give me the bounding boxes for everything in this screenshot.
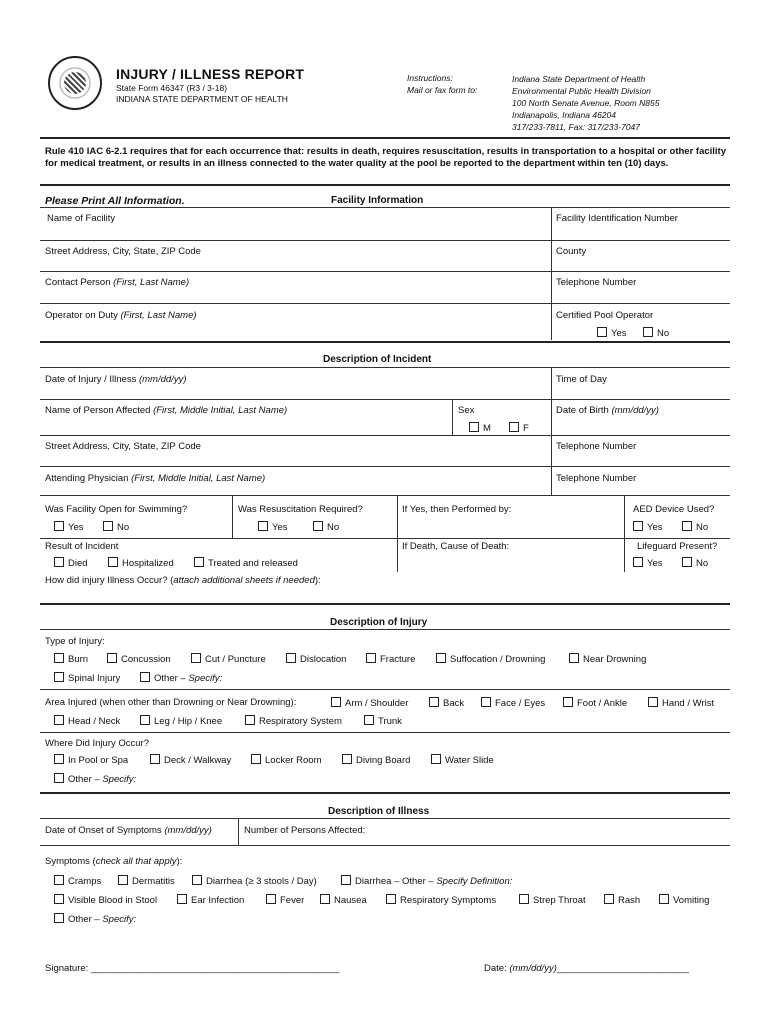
option-label: Arm / Shoulder [345,698,409,709]
option-label: Trunk [378,716,402,727]
injury-heading: Description of Injury [330,617,428,628]
checkbox-icon [191,653,201,663]
checkbox-icon [286,653,296,663]
checkbox-icon [54,521,64,531]
option-label: Treated and released [208,558,298,569]
illness-heading: Description of Illness [328,806,430,817]
address-line: 317/233-7811, Fax: 317/233-7047 [512,122,640,132]
onset-date-field[interactable] [45,825,212,836]
checkbox-icon [54,913,64,923]
injury-type-label: Type of Injury: [45,636,105,647]
aed-label: AED Device Used? [633,504,715,515]
option-label: Burn [68,654,89,665]
cpo-no-checkbox[interactable] [643,327,669,339]
option-label: Nausea [334,895,367,906]
ear-infection-checkbox[interactable] [177,894,244,906]
divider [40,845,730,846]
label-hint: (mm/dd/yy) [138,374,187,385]
option-label: Back [443,698,465,709]
checkbox-icon [633,521,643,531]
divider [40,271,730,272]
column-divider [238,818,239,845]
lifeguard-yes-checkbox[interactable] [633,557,663,569]
divider [40,732,730,733]
option-label: Locker Room [265,755,322,766]
cause-of-death-field[interactable]: If Death, Cause of Death: [402,541,510,552]
option-label: Head / Neck [68,716,121,727]
option-label: Near Drowning [583,654,647,665]
divider [40,207,730,208]
checkbox-icon [108,557,118,567]
address-line: Environmental Public Health Division [512,86,651,96]
checkbox-icon [431,754,441,764]
treated-checkbox[interactable] [194,557,298,569]
checkbox-icon [54,894,64,904]
checkbox-icon [54,875,64,885]
checkbox-icon [177,894,187,904]
option-label: Water Slide [445,755,494,766]
fracture-checkbox[interactable] [366,653,415,665]
checkbox-icon [54,653,64,663]
label-text: ): [176,856,183,867]
option-label: Suffocation / Drowning [450,654,546,665]
label-hint: (First, Middle Initial, Last Name) [153,405,288,416]
option-label: Strep Throat [533,895,586,906]
back-checkbox[interactable] [429,697,464,709]
option-label: Dislocation [300,654,347,665]
option-label: Rash [618,895,641,906]
sex-label: Sex [458,405,475,416]
checkbox-icon [429,697,439,707]
fever-checkbox[interactable] [266,894,304,906]
divider [40,240,730,241]
option-label: Respiratory System [259,716,342,727]
lifeguard-label: Lifeguard Present? [637,541,718,552]
option-label: Dermatitis [132,876,175,887]
facility-heading: Facility Information [331,195,424,206]
option-label: Died [68,558,88,569]
checkbox-icon [481,697,491,707]
option-label: Cramps [68,876,102,887]
option-label: Spinal Injury [68,673,121,684]
option-label: Other – [154,673,189,684]
aed-no-checkbox[interactable] [682,521,708,533]
checkbox-icon [313,521,323,531]
label-text: Contact Person [45,277,114,288]
foot-ankle-checkbox[interactable] [563,697,627,709]
blood-in-stool-checkbox[interactable] [54,894,157,906]
checkbox-icon [251,754,261,764]
checkbox-icon [469,422,479,432]
label-hint: (mm/dd/yy) [509,963,557,974]
option-label: Hospitalized [122,558,174,569]
label-text: Date of Injury / Illness [45,374,139,385]
mail-label: Mail or fax form to: [407,85,478,95]
facility-id-field[interactable]: Facility Identification Number [556,213,678,224]
area-injured-label: Area Injured (when other than Drowning or Near Drowning): [45,697,297,708]
cut-puncture-checkbox[interactable] [191,653,266,665]
incident-date-field[interactable] [45,374,186,385]
respiratory-system-checkbox[interactable] [245,715,342,727]
sex-f-checkbox[interactable] [509,422,529,434]
option-label: Yes [647,522,663,533]
hospitalized-checkbox[interactable] [108,557,174,569]
burn-checkbox[interactable] [54,653,88,665]
option-hint: Specify: [188,673,223,684]
rule-text: Rule 410 IAC 6-2.1 requires that for each occurrence that: results in death, requires resuscitation, results in transportation to a hospital or other facility for medical treatment, or results in an illness connected to the water quality at the pool be reported to the department within ten (10) days. [45,146,727,169]
aed-yes-checkbox[interactable] [633,521,663,533]
checkbox-icon [364,715,374,725]
option-label: Cut / Puncture [205,654,266,665]
option-label: Fever [280,895,305,906]
divider [40,435,730,436]
arm-shoulder-checkbox[interactable] [331,697,408,709]
option-label: Yes [68,522,84,533]
address-line: Indianapolis, Indiana 46204 [512,110,616,120]
symptoms-label [45,856,182,867]
symptom-other-checkbox[interactable] [54,913,136,925]
nausea-checkbox[interactable] [320,894,367,906]
open-yes-checkbox[interactable] [54,521,84,533]
option-label: Deck / Walkway [164,755,232,766]
label-hint: (mm/dd/yy) [611,405,659,416]
signature-date-field[interactable] [484,963,689,974]
dislocation-checkbox[interactable] [286,653,346,665]
column-divider [397,495,398,572]
divider [40,399,730,400]
resus-no-checkbox[interactable] [313,521,339,533]
underline: _________________________ [556,963,689,974]
divider [40,466,730,467]
option-label: F [523,423,529,434]
face-eyes-checkbox[interactable] [481,697,545,709]
result-label: Result of Incident [45,541,119,552]
divider [40,792,730,794]
checkbox-icon [54,773,64,783]
checkbox-icon [436,653,446,663]
column-divider [452,399,453,435]
checkbox-icon [266,894,276,904]
incident-heading: Description of Incident [323,354,432,365]
divider [40,137,730,139]
label-hint: check all that apply [95,856,177,867]
checkbox-icon [258,521,268,531]
locker-room-checkbox[interactable] [251,754,322,766]
option-label: Yes [272,522,288,533]
label-text: Symptoms ( [45,856,96,867]
option-hint: Specify Definition: [436,876,513,887]
column-divider [624,495,625,572]
how-occurred-field[interactable] [45,575,321,586]
suffocation-checkbox[interactable] [436,653,545,665]
facility-open-label: Was Facility Open for Swimming? [45,504,188,515]
department-name: INDIANA STATE DEPARTMENT OF HEALTH [116,94,288,104]
checkbox-icon [386,894,396,904]
label-text: Name of Person Affected [45,405,154,416]
cpo-yes-checkbox[interactable] [597,327,627,339]
facility-name-field[interactable]: Name of Facility [47,213,116,224]
checkbox-icon [331,697,341,707]
option-label: Face / Eyes [495,698,546,709]
option-label: No [117,522,130,533]
option-label: Foot / Ankle [577,698,628,709]
label-hint: (First, Last Name) [113,277,190,288]
option-label: Ear Infection [191,895,245,906]
checkbox-icon [320,894,330,904]
option-label: Fracture [380,654,416,665]
checkbox-icon [509,422,519,432]
column-divider [551,207,552,340]
cramps-checkbox[interactable] [54,875,101,887]
checkbox-icon [107,653,117,663]
checkbox-icon [366,653,376,663]
state-seal-icon [48,56,102,110]
head-neck-checkbox[interactable] [54,715,120,727]
label-text: How did injury Illness Occur? ( [45,575,174,586]
hand-wrist-checkbox[interactable] [648,697,714,709]
checkbox-icon [341,875,351,885]
checkbox-icon [192,875,202,885]
checkbox-icon [563,697,573,707]
option-label: Leg / Hip / Knee [154,716,223,727]
operator-field[interactable] [45,310,197,321]
option-label: Respiratory Symptoms [400,895,497,906]
option-label: Hand / Wrist [662,698,715,709]
injury-other-checkbox[interactable] [140,672,222,684]
checkbox-icon [648,697,658,707]
signature-field[interactable]: Signature: _______________________________________________ [45,963,340,974]
column-divider [232,495,233,539]
checkbox-icon [118,875,128,885]
checkbox-icon [245,715,255,725]
option-label: Other – [68,914,103,925]
persons-affected-field[interactable]: Number of Persons Affected: [244,825,366,836]
place-other-checkbox[interactable] [54,773,136,785]
physician-phone-field[interactable]: Telephone Number [556,473,637,484]
label-text: Date: [484,963,510,974]
trunk-checkbox[interactable] [364,715,402,727]
form-title: INJURY / ILLNESS REPORT [116,66,305,82]
where-occurred-label: Where Did Injury Occur? [45,738,150,749]
died-checkbox[interactable] [54,557,88,569]
physician-field[interactable] [45,473,265,484]
option-label: Diving Board [356,755,411,766]
checkbox-icon [54,754,64,764]
address-line: Indiana State Department of Health [512,74,646,84]
respiratory-symptoms-checkbox[interactable] [386,894,496,906]
diving-board-checkbox[interactable] [342,754,410,766]
water-slide-checkbox[interactable] [431,754,494,766]
option-label: No [696,522,709,533]
county-field[interactable]: County [556,246,587,257]
divider [40,184,730,186]
checkbox-icon [150,754,160,764]
option-label: Yes [647,558,663,569]
option-label: Diarrhea (≥ 3 stools / Day) [206,876,317,887]
label-text: Date of Birth [556,405,612,416]
time-of-day-field[interactable]: Time of Day [556,374,607,385]
cpo-label: Certified Pool Operator [556,310,654,321]
checkbox-icon [140,672,150,682]
checkbox-icon [682,557,692,567]
checkbox-icon [633,557,643,567]
divider [40,367,730,368]
divider [40,538,730,539]
instructions-label: Instructions: [407,73,453,83]
person-name-field[interactable] [45,405,287,416]
label-text: Operator on Duty [45,310,121,321]
checkbox-icon [103,521,113,531]
checkbox-icon [519,894,529,904]
vomiting-checkbox[interactable] [659,894,709,906]
resuscitation-label: Was Resuscitation Required? [238,504,363,515]
label-hint: attach additional sheets if needed [173,575,315,586]
checkbox-icon [54,672,64,682]
print-note: Please Print All Information. [45,195,185,207]
option-label: Yes [611,328,627,339]
divider [40,495,730,496]
facility-address-field[interactable]: Street Address, City, State, ZIP Code [45,246,201,257]
form-number: State Form 46347 (R3 / 3-18) [116,83,228,93]
column-divider [551,367,552,495]
dermatitis-checkbox[interactable] [118,875,175,887]
divider [40,603,730,605]
checkbox-icon [604,894,614,904]
option-label: Visible Blood in Stool [68,895,158,906]
option-label: Diarrhea – Other – [355,876,437,887]
address-line: 100 North Senate Avenue, Room N855 [512,98,660,108]
checkbox-icon [597,327,607,337]
leg-hip-knee-checkbox[interactable] [140,715,222,727]
checkbox-icon [682,521,692,531]
label-hint: (mm/dd/yy) [164,825,212,836]
label-hint: (First, Middle Initial, Last Name) [131,473,266,484]
person-address-field[interactable]: Street Address, City, State, ZIP Code [45,441,201,452]
option-label: No [657,328,670,339]
checkbox-icon [659,894,669,904]
label-text: ): [314,575,321,586]
checkbox-icon [569,653,579,663]
option-label: No [696,558,709,569]
option-label: In Pool or Spa [68,755,129,766]
option-label: No [327,522,340,533]
spinal-injury-checkbox[interactable] [54,672,120,684]
concussion-checkbox[interactable] [107,653,171,665]
option-hint: Specify: [102,774,137,785]
divider [40,303,730,304]
lifeguard-no-checkbox[interactable] [682,557,708,569]
divider [40,341,730,343]
diarrhea-checkbox[interactable] [192,875,317,887]
resus-yes-checkbox[interactable] [258,521,288,533]
sex-m-checkbox[interactable] [469,422,491,434]
divider [40,629,730,630]
strep-throat-checkbox[interactable] [519,894,586,906]
label-text: Attending Physician [45,473,132,484]
facility-phone-field[interactable]: Telephone Number [556,277,637,288]
option-label: M [483,423,491,434]
performed-by-field[interactable]: If Yes, then Performed by: [402,504,512,515]
near-drowning-checkbox[interactable] [569,653,646,665]
rash-checkbox[interactable] [604,894,640,906]
open-no-checkbox[interactable] [103,521,129,533]
option-label: Other – [68,774,103,785]
mailing-address [512,73,659,133]
divider [40,689,730,690]
checkbox-icon [342,754,352,764]
contact-person-field[interactable] [45,277,189,288]
checkbox-icon [54,557,64,567]
option-label: Concussion [121,654,171,665]
option-label: Vomiting [673,895,710,906]
checkbox-icon [194,557,204,567]
divider [40,818,730,819]
label-text: Date of Onset of Symptoms [45,825,165,836]
pool-spa-checkbox[interactable] [54,754,128,766]
label-hint: (First, Last Name) [120,310,197,321]
checkbox-icon [643,327,653,337]
option-hint: Specify: [102,914,137,925]
checkbox-icon [140,715,150,725]
deck-walkway-checkbox[interactable] [150,754,231,766]
person-phone-field[interactable]: Telephone Number [556,441,637,452]
diarrhea-other-checkbox[interactable] [341,875,512,887]
checkbox-icon [54,715,64,725]
dob-field[interactable] [556,405,659,416]
